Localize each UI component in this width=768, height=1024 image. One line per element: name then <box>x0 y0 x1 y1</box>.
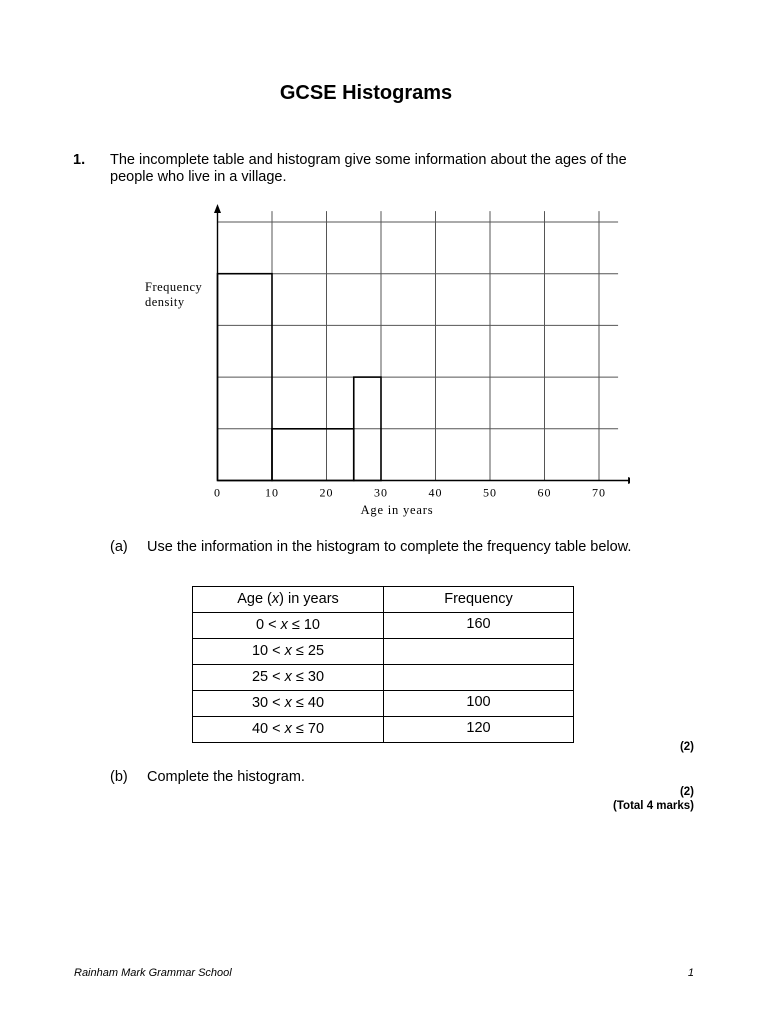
x-tick-label: 20 <box>319 485 334 500</box>
footer-school-name: Rainham Mark Grammar School <box>74 967 232 979</box>
frequency-cell[interactable] <box>384 638 574 664</box>
x-tick-labels <box>214 486 606 500</box>
x-tick-label: 10 <box>265 485 279 500</box>
part-b-marks: (2) <box>679 786 694 798</box>
footer-page-number: 1 <box>687 967 694 979</box>
page-title: GCSE Histograms <box>279 82 453 104</box>
part-a-marks: (2) <box>679 741 694 753</box>
table-row <box>193 612 574 638</box>
grid <box>218 211 619 480</box>
frequency-table <box>192 586 574 743</box>
y-axis-label-line2: density <box>145 295 185 309</box>
total-marks: (Total 4 marks) <box>613 800 694 812</box>
x-tick-label: 50 <box>483 485 497 500</box>
x-tick-label: 70 <box>592 485 606 500</box>
frequency-cell: 100 <box>384 690 574 716</box>
axes <box>214 204 630 484</box>
x-tick-label: 30 <box>374 485 388 500</box>
age-interval-cell: 30 < x ≤ 40 <box>193 690 384 716</box>
x-tick-label: 0 <box>214 485 221 500</box>
question-number: 1. <box>73 152 86 168</box>
histogram-bar <box>272 429 354 481</box>
table-row <box>193 638 574 664</box>
x-tick-label: 40 <box>428 485 443 500</box>
part-a-text: Use the information in the histogram to complete the frequency table below. <box>147 539 632 555</box>
frequency-column-header: Frequency <box>384 587 574 613</box>
age-column-header: Age (x) in years <box>193 587 384 613</box>
x-axis-arrow <box>628 477 630 484</box>
frequency-cell[interactable] <box>384 664 574 690</box>
table-row <box>193 716 574 742</box>
part-b-text: Complete the histogram. <box>147 769 305 785</box>
x-axis-label: Age in years <box>360 503 434 517</box>
table-row <box>193 664 574 690</box>
y-axis-arrow <box>214 204 221 213</box>
x-tick-label: 60 <box>537 485 552 500</box>
frequency-cell: 160 <box>384 612 574 638</box>
part-a-label: (a) <box>110 539 128 555</box>
table-header-row <box>193 587 574 613</box>
frequency-cell: 120 <box>384 716 574 742</box>
age-interval-cell: 40 < x ≤ 70 <box>193 716 384 742</box>
age-interval-cell: 0 < x ≤ 10 <box>193 612 384 638</box>
table-row <box>193 690 574 716</box>
question-text: The incomplete table and histogram give some information about the ages of the people who live in a village. <box>110 152 627 185</box>
age-interval-cell: 25 < x ≤ 30 <box>193 664 384 690</box>
age-interval-cell: 10 < x ≤ 25 <box>193 638 384 664</box>
part-b-label: (b) <box>110 769 128 785</box>
histogram-chart <box>130 195 630 525</box>
y-axis-label-line1: Frequency <box>145 280 203 294</box>
